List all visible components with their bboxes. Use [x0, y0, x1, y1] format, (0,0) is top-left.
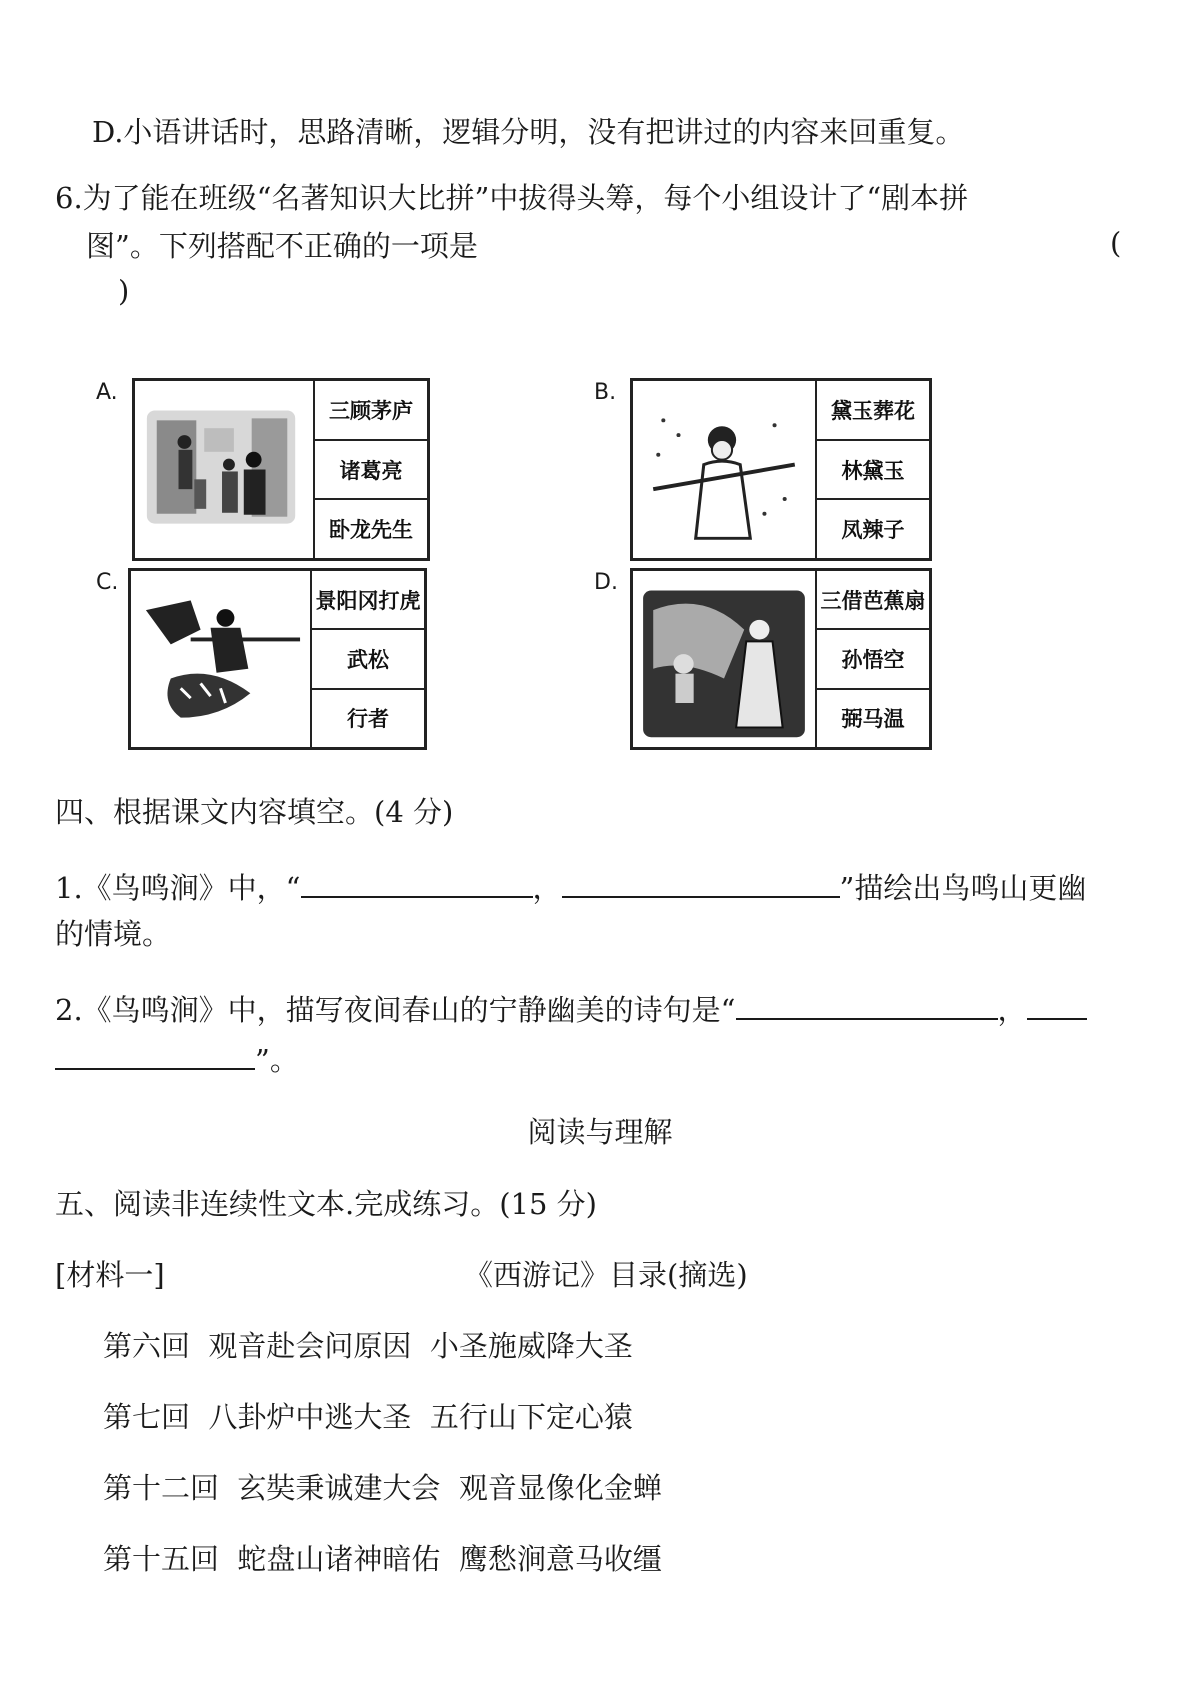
s4-q2-line-1	[55, 988, 1087, 1030]
option-a-cell-nickname: 卧龙先生	[315, 498, 427, 558]
chapter-item: 第六回 观音赴会问原因 小圣施威降大圣	[103, 1329, 633, 1363]
fill-blank-2[interactable]	[562, 866, 840, 898]
material-label: [材料一]	[55, 1258, 165, 1292]
reading-heading: 阅读与理解	[527, 1115, 673, 1149]
material-title: 《西游记》目录(摘选)	[464, 1258, 748, 1292]
option-b-cell-nickname: 凤辣子	[817, 498, 929, 558]
option-d-cell-character: 孙悟空	[817, 628, 929, 687]
option-c-letter: C.	[96, 570, 119, 595]
option-d-letter: D.	[594, 570, 618, 595]
option-a-cell-event: 三顾茅庐	[329, 398, 413, 423]
option-c-cell-event: 景阳冈打虎	[315, 588, 421, 613]
chapter-item: 第七回 八卦炉中逃大圣 五行山下定心猿	[103, 1400, 633, 1434]
s4-q2-end: ”。	[255, 1043, 299, 1077]
answer-paren-close: )	[118, 274, 130, 308]
s4-q1-line-1	[55, 866, 1086, 908]
option-c-cell-character: 武松	[312, 628, 424, 687]
s4-q1-prefix: 1.《鸟鸣涧》中，“	[55, 871, 301, 905]
q6-line-2: 图”。下列搭配不正确的一项是	[86, 229, 478, 263]
s4-q2-line-2	[55, 1038, 299, 1080]
s4-q1-line-2: 的情境。	[55, 917, 172, 951]
fill-blank-4-end[interactable]	[55, 1038, 255, 1070]
option-b-cell-event: 黛玉葬花	[831, 398, 915, 423]
s4-q2-prefix: 2.《鸟鸣涧》中，描写夜间春山的宁静幽美的诗句是“	[55, 993, 736, 1027]
option-a-letter: A.	[96, 380, 118, 405]
option-b-card	[630, 378, 932, 561]
option-d-card	[630, 568, 932, 750]
option-a-card	[132, 378, 430, 561]
option-b-letter: B.	[594, 380, 617, 405]
option-c-card	[128, 568, 427, 750]
section-4-title: 四、根据课文内容填空。(4 分)	[55, 795, 454, 829]
fill-blank-3[interactable]	[736, 988, 998, 1020]
fill-blank-4-start[interactable]	[1027, 988, 1087, 1020]
s4-q2-comma: ，	[997, 993, 1027, 1027]
chapter-item: 第十五回 蛇盘山诸神暗佑 鹰愁涧意马收缰	[103, 1542, 662, 1576]
option-d-cell-nickname: 弼马温	[817, 688, 929, 747]
section-5-title: 五、阅读非连续性文本.完成练习。(15 分)	[55, 1187, 597, 1221]
chapter-item: 第十二回 玄奘秉诚建大会 观音显像化金蝉	[103, 1471, 662, 1505]
option-d-cell-event: 三借芭蕉扇	[820, 588, 926, 613]
option-a-cell-character: 诸葛亮	[315, 439, 427, 499]
option-b-illustration	[633, 381, 815, 558]
option-c-cell-nickname: 行者	[312, 688, 424, 747]
s4-q1-comma: ，	[532, 871, 562, 905]
q5-option-d: D.小语讲话时，思路清晰，逻辑分明，没有把讲过的内容来回重复。	[92, 115, 965, 149]
option-c-illustration	[131, 571, 310, 747]
option-b-cell-character: 林黛玉	[817, 439, 929, 499]
option-a-illustration	[135, 381, 313, 558]
s4-q1-suffix: ”描绘出鸟鸣山更幽	[839, 871, 1087, 905]
answer-paren-open: (	[1110, 226, 1122, 260]
fill-blank-1[interactable]	[301, 866, 533, 898]
option-d-illustration	[633, 571, 815, 747]
q6-line-1: 6.为了能在班级“名著知识大比拼”中拔得头筹，每个小组设计了“剧本拼	[55, 181, 969, 215]
